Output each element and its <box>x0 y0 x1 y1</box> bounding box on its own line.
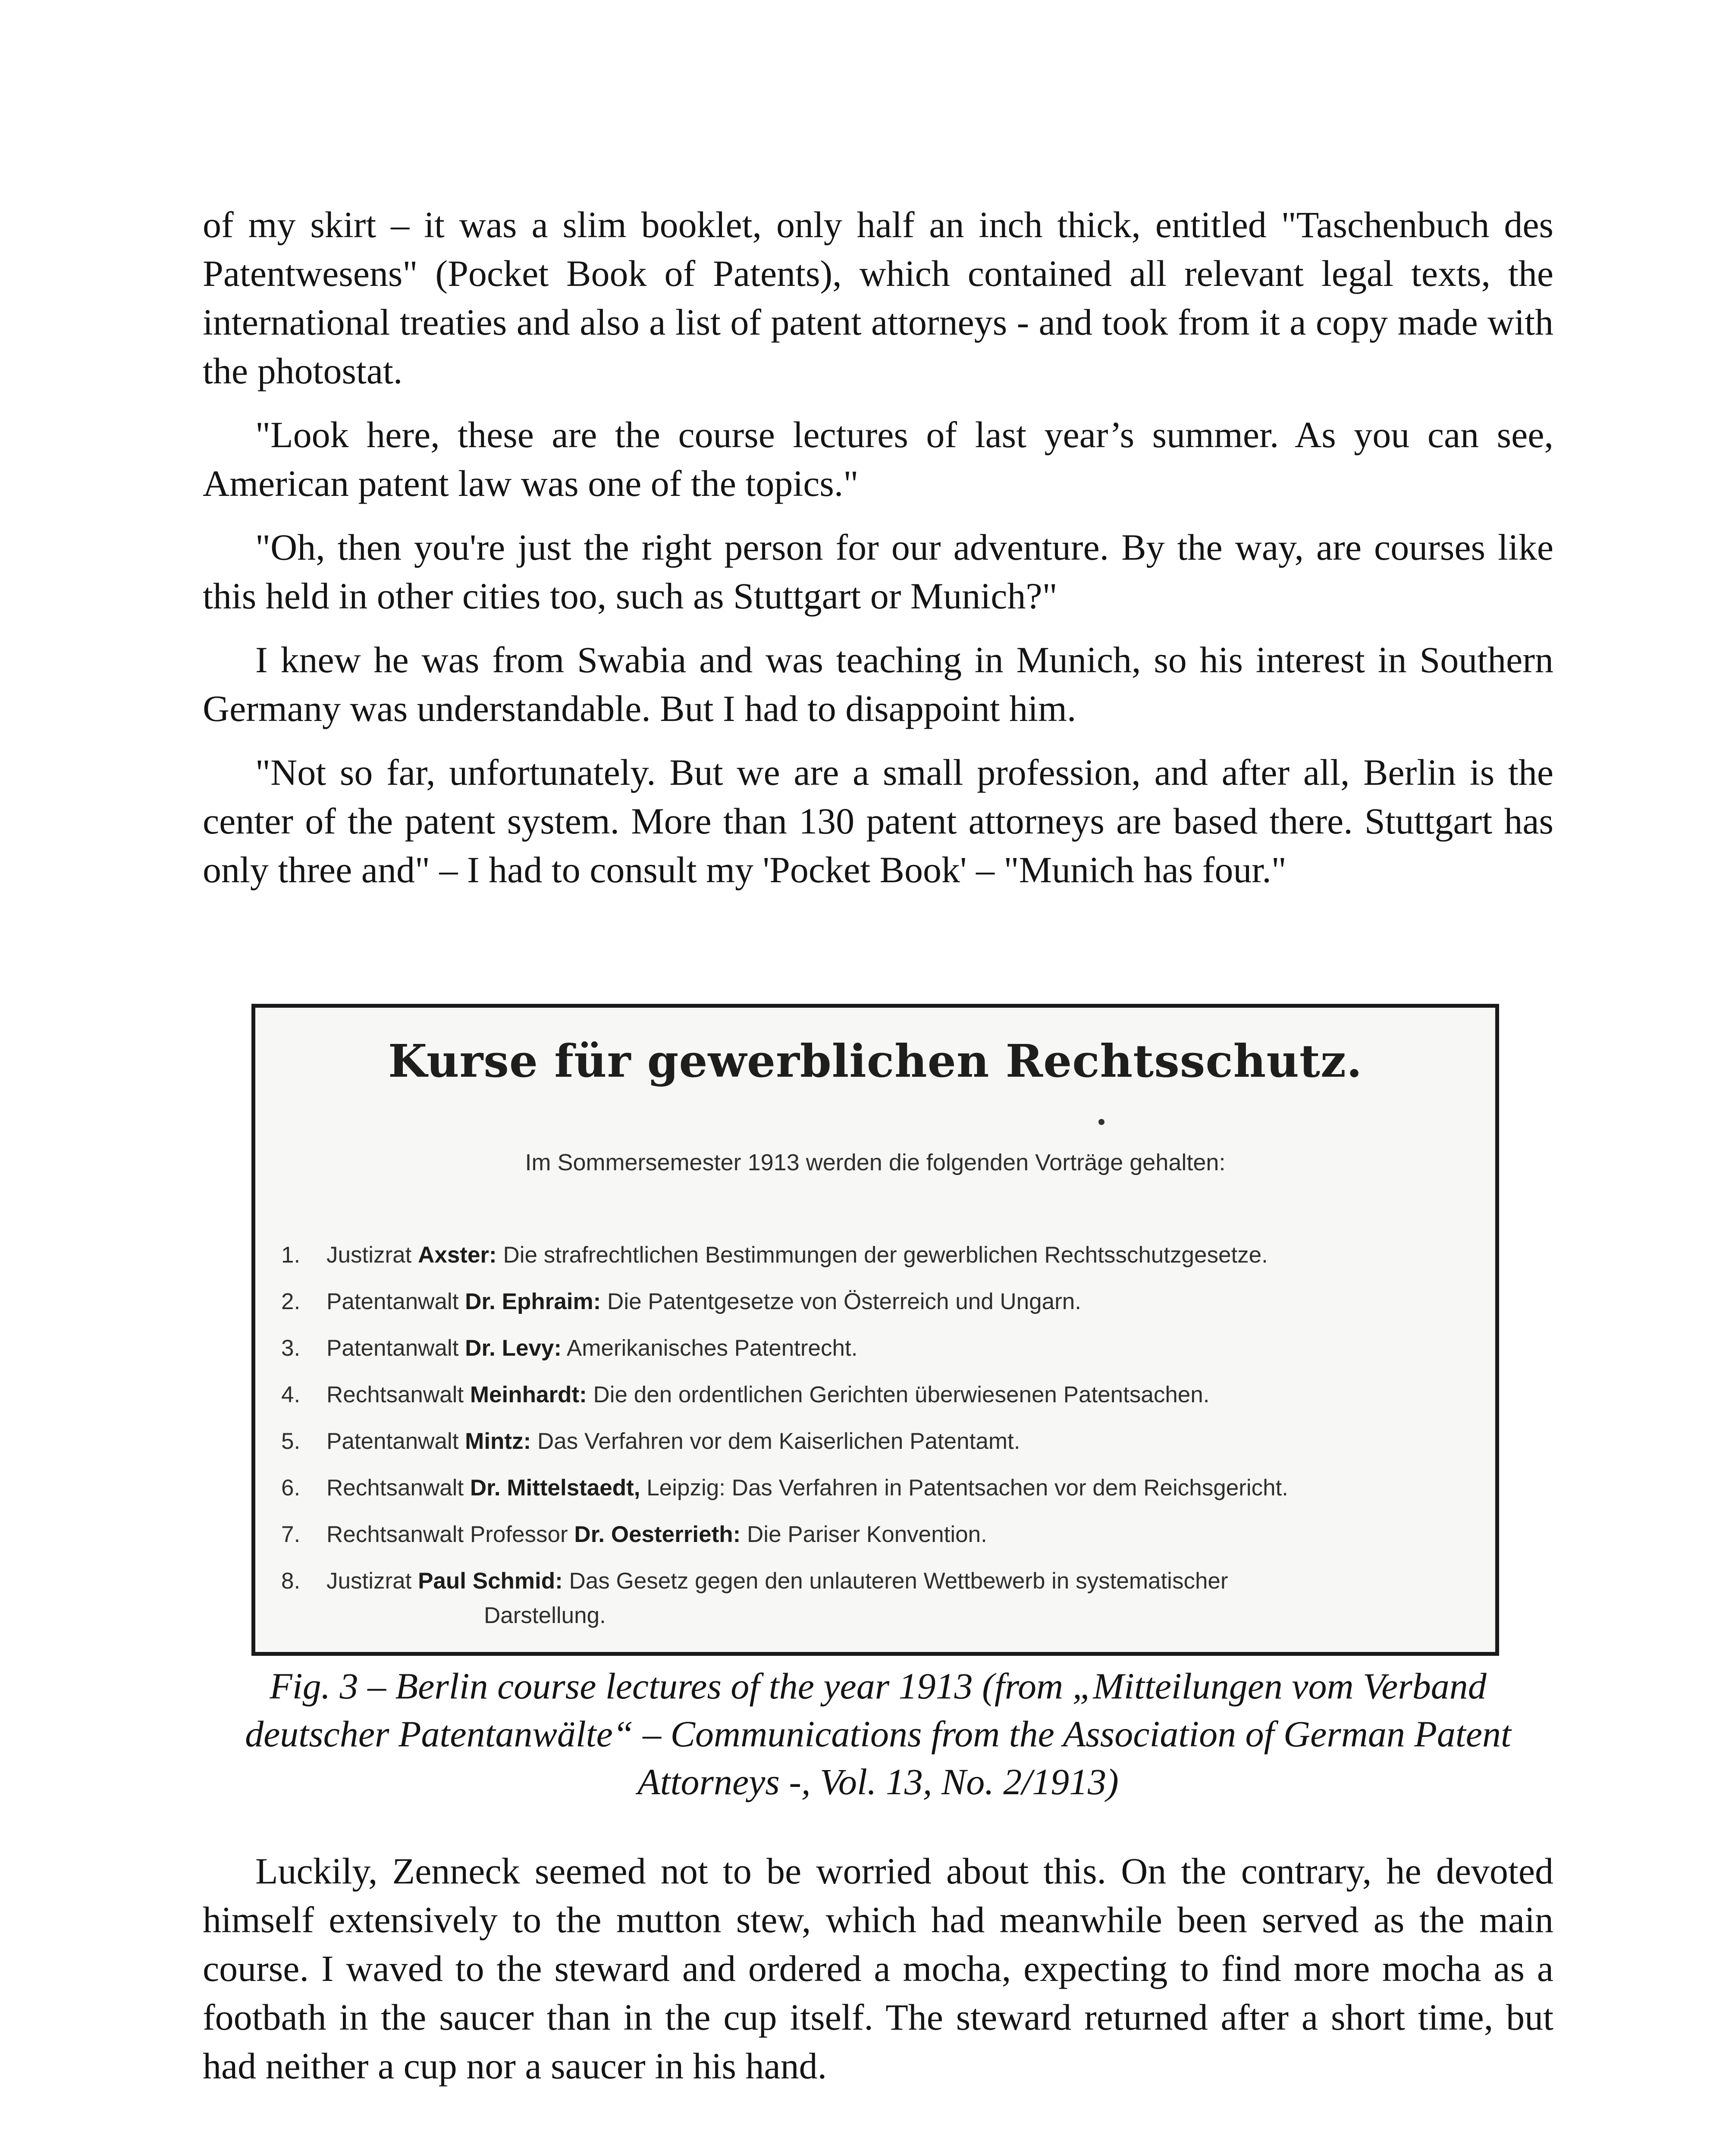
paragraph-swabia: I knew he was from Swabia and was teaching in Munich, so his interest in Southern Germany was understandable. But I had to disappoint him. <box>203 639 1553 729</box>
clipping-intro: Im Sommersemester 1913 werden die folgenden Vorträge gehalten: <box>525 1150 1226 1175</box>
lecture-item <box>281 1232 1465 1279</box>
lecture-topic: Die Patentgesetze von Österreich und Ungarn. <box>607 1289 1081 1314</box>
lecture-title-prefix: Patentanwalt <box>326 1429 459 1454</box>
lecture-number: 3. <box>281 1335 301 1361</box>
lecture-number: 4. <box>281 1382 301 1407</box>
lecture-item <box>281 1418 1465 1465</box>
lecture-number: 1. <box>281 1242 301 1268</box>
lecture-number: 6. <box>281 1475 301 1501</box>
lecture-item <box>281 1465 1465 1511</box>
lecture-topic: Amerikanisches Patentrecht. <box>566 1335 858 1361</box>
lecture-number: 2. <box>281 1289 301 1314</box>
figure-clipping <box>251 1004 1499 1656</box>
paragraph-continuation: of my skirt – it was a slim booklet, only half an inch thick, entitled "Taschenbuch des Patentwesens" (Pocket Book of Patents), which contained all relevant legal texts, the international treaties and also a list of patent attorneys - and took from it a copy made with the photostat. <box>203 204 1553 392</box>
lecture-title-prefix: Rechtsanwalt <box>326 1475 464 1501</box>
lecture-item <box>281 1558 1465 1604</box>
lecture-topic: Das Verfahren vor dem Kaiserlichen Patentamt. <box>537 1429 1020 1454</box>
body-text-bottom <box>203 1847 1553 2090</box>
lecture-item <box>281 1279 1465 1325</box>
lecture-title-prefix: Patentanwalt <box>326 1335 459 1361</box>
lecture-number: 7. <box>281 1522 301 1547</box>
lecturer-name: Meinhardt: <box>470 1382 587 1407</box>
paragraph-not-so-far: "Not so far, unfortunately. But we are a small profession, and after all, Berlin is the center of the patent system. More than 130 patent attorneys are based there. Stuttgart has only three and" – I had to consult my 'Pocket Book' – "Munich has four." <box>203 752 1553 890</box>
paragraph-zenneck: Luckily, Zenneck seemed not to be worried about this. On the contrary, he devoted himself extensively to the mutton stew, which had meanwhile been served as the main course. I waved to the steward and ordered a mocha, expecting to find more mocha as a footbath in the saucer than in the cup itself. The steward returned after a short time, but had neither a cup nor a saucer in his hand. <box>203 1850 1553 2087</box>
lecture-topic: Die strafrechtlichen Bestimmungen der gewerblichen Rechtsschutzgesetze. <box>503 1242 1268 1268</box>
lecture-topic: Die den ordentlichen Gerichten überwiesenen Patentsachen. <box>593 1382 1210 1407</box>
lecture-title-prefix: Rechtsanwalt <box>326 1382 464 1407</box>
clipping-lecture-list <box>281 1232 1465 1639</box>
lecturer-name: Dr. Mittelstaedt, <box>470 1475 640 1501</box>
lecture-item <box>281 1372 1465 1418</box>
lecturer-name: Dr. Ephraim: <box>465 1289 601 1314</box>
clipping-title: Kurse für gewerblichen Rechtsschutz. <box>388 1034 1363 1087</box>
lecture-title-prefix: Justizrat <box>326 1242 412 1268</box>
lecturer-name: Dr. Levy: <box>465 1335 562 1361</box>
lecture-item <box>281 1511 1465 1558</box>
lecture-number: 8. <box>281 1568 301 1594</box>
lecture-number: 5. <box>281 1429 301 1454</box>
paragraph-right-person: "Oh, then you're just the right person for our adventure. By the way, are courses like this held in other cities too, such as Stuttgart or Munich?" <box>203 526 1553 617</box>
figure-caption: Fig. 3 – Berlin course lectures of the year 1913 (from „Mitteilungen vom Verband deutscher Patentanwälte“ – Communications from the Association of German Patent Attorneys -, Vol. 13, No. 2/1913) <box>245 1665 1511 1802</box>
lecture-topic: Die Pariser Konvention. <box>747 1522 987 1547</box>
clipping-dot <box>1098 1119 1104 1125</box>
lecture-topic: Das Gesetz gegen den unlauteren Wettbewerb in systematischer <box>569 1568 1228 1594</box>
lecture-title-prefix: Patentanwalt <box>326 1289 459 1314</box>
lecture-title-prefix: Rechtsanwalt Professor <box>326 1522 568 1547</box>
lecturer-name: Mintz: <box>465 1429 531 1454</box>
lecture-topic: Leipzig: Das Verfahren in Patentsachen vor dem Reichsgericht. <box>646 1475 1289 1501</box>
lecture-item <box>281 1325 1465 1372</box>
lecture-title-prefix: Justizrat <box>326 1568 412 1594</box>
lecturer-name: Dr. Oesterrieth: <box>574 1522 741 1547</box>
body-text-top <box>203 201 1553 894</box>
paragraph-look-here: "Look here, these are the course lectures of last year’s summer. As you can see, American patent law was one of the topics." <box>203 414 1553 504</box>
lecturer-name: Paul Schmid: <box>418 1568 563 1594</box>
lecture-topic-continuation: Darstellung. <box>484 1603 606 1628</box>
lecturer-name: Axster: <box>418 1242 497 1268</box>
